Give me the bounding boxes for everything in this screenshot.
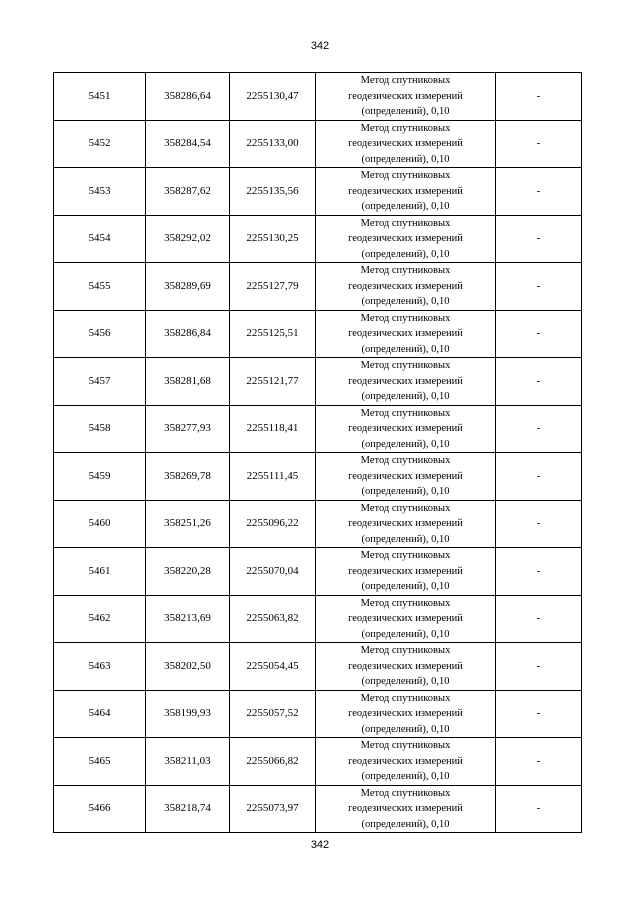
- table-row: [54, 690, 582, 738]
- y-coordinate-cell: 2255066,82: [230, 738, 316, 786]
- note-cell: -: [496, 358, 582, 406]
- method-line: (определений), 0,10: [361, 533, 450, 545]
- method-line: геодезических измерений: [348, 375, 463, 387]
- method-line: (определений), 0,10: [361, 391, 450, 402]
- method-line: геодезических измерений: [348, 423, 463, 434]
- point-number-cell: 5462: [54, 595, 146, 643]
- method-line: геодезических измерений: [348, 138, 463, 149]
- method-cell: [316, 785, 496, 833]
- x-coordinate-cell: 358218,74: [146, 785, 230, 833]
- method-cell: [316, 358, 496, 406]
- point-number-cell: 5466: [54, 785, 146, 833]
- table-row: [54, 548, 582, 596]
- note-cell: -: [496, 785, 582, 833]
- method-line: геодезических измерений: [348, 755, 463, 767]
- y-coordinate-cell: 2255118,41: [230, 405, 316, 453]
- method-line: Метод спутниковых: [360, 787, 451, 799]
- method-line: геодезических измерений: [348, 660, 463, 672]
- table-row: [54, 215, 582, 263]
- point-number-cell: 5455: [54, 263, 146, 311]
- note-cell: -: [496, 405, 582, 453]
- note-cell: -: [496, 310, 582, 358]
- method-line: геодезических измерений: [348, 708, 463, 719]
- y-coordinate-cell: 2255133,00: [230, 120, 316, 168]
- method-line: (определений), 0,10: [361, 818, 450, 830]
- method-cell: [316, 453, 496, 501]
- note-cell: -: [496, 73, 582, 121]
- point-number-cell: 5457: [54, 358, 146, 406]
- note-cell: -: [496, 263, 582, 311]
- y-coordinate-cell: 2255127,79: [230, 263, 316, 311]
- method-cell: [316, 405, 496, 453]
- x-coordinate-cell: 358269,78: [146, 453, 230, 501]
- method-line: (определений), 0,10: [361, 486, 450, 497]
- x-coordinate-cell: 358199,93: [146, 690, 230, 738]
- note-cell: -: [496, 643, 582, 691]
- point-number-cell: 5453: [54, 168, 146, 216]
- point-number-cell: 5464: [54, 690, 146, 738]
- method-line: геодезических измерений: [348, 565, 463, 577]
- table-row: [54, 595, 582, 643]
- method-line: Метод спутниковых: [360, 360, 451, 371]
- method-cell: [316, 500, 496, 548]
- coordinates-table: [53, 72, 582, 833]
- note-cell: -: [496, 453, 582, 501]
- table-row: [54, 500, 582, 548]
- method-line: геодезических измерений: [348, 518, 463, 529]
- method-line: (определений), 0,10: [361, 676, 450, 687]
- y-coordinate-cell: 2255111,45: [230, 453, 316, 501]
- method-line: Метод спутниковых: [360, 265, 451, 276]
- method-line: (определений), 0,10: [361, 248, 450, 260]
- table-row: [54, 358, 582, 406]
- y-coordinate-cell: 2255125,51: [230, 310, 316, 358]
- x-coordinate-cell: 358277,93: [146, 405, 230, 453]
- table-row: [54, 120, 582, 168]
- x-coordinate-cell: 358284,54: [146, 120, 230, 168]
- point-number-cell: 5454: [54, 215, 146, 263]
- method-line: Метод спутниковых: [360, 502, 451, 514]
- x-coordinate-cell: 358281,68: [146, 358, 230, 406]
- method-cell: [316, 73, 496, 121]
- y-coordinate-cell: 2255073,97: [230, 785, 316, 833]
- table-row: [54, 785, 582, 833]
- method-line: Метод спутниковых: [360, 170, 451, 181]
- table-row: [54, 453, 582, 501]
- method-cell: [316, 690, 496, 738]
- table-row: [54, 168, 582, 216]
- method-line: геодезических измерений: [348, 470, 463, 482]
- page-number-bottom: 342: [310, 839, 330, 851]
- method-cell: [316, 548, 496, 596]
- note-cell: -: [496, 690, 582, 738]
- y-coordinate-cell: 2255070,04: [230, 548, 316, 596]
- note-cell: -: [496, 548, 582, 596]
- point-number-cell: 5461: [54, 548, 146, 596]
- method-line: (определений), 0,10: [361, 343, 450, 355]
- method-cell: [316, 738, 496, 786]
- method-line: (определений), 0,10: [361, 438, 450, 450]
- x-coordinate-cell: 358220,28: [146, 548, 230, 596]
- note-cell: -: [496, 215, 582, 263]
- note-cell: -: [496, 500, 582, 548]
- x-coordinate-cell: 358251,26: [146, 500, 230, 548]
- method-line: геодезических измерений: [348, 803, 463, 814]
- method-line: Метод спутниковых: [360, 312, 451, 324]
- method-line: геодезических измерений: [348, 90, 463, 102]
- method-line: (определений), 0,10: [361, 581, 450, 592]
- table-body: [54, 73, 582, 833]
- page-number-top: 342: [310, 40, 330, 52]
- x-coordinate-cell: 358287,62: [146, 168, 230, 216]
- y-coordinate-cell: 2255063,82: [230, 595, 316, 643]
- method-line: Метод спутниковых: [360, 455, 451, 466]
- x-coordinate-cell: 358286,64: [146, 73, 230, 121]
- note-cell: -: [496, 120, 582, 168]
- method-line: Метод спутниковых: [360, 122, 451, 134]
- method-line: (определений), 0,10: [361, 106, 450, 117]
- method-line: геодезических измерений: [348, 185, 463, 197]
- method-line: (определений), 0,10: [361, 771, 450, 782]
- table-row: [54, 310, 582, 358]
- y-coordinate-cell: 2255130,47: [230, 73, 316, 121]
- x-coordinate-cell: 358289,69: [146, 263, 230, 311]
- method-line: (определений), 0,10: [361, 628, 450, 640]
- method-line: Метод спутниковых: [360, 75, 451, 86]
- point-number-cell: 5458: [54, 405, 146, 453]
- method-cell: [316, 215, 496, 263]
- table-row: [54, 263, 582, 311]
- x-coordinate-cell: 358292,02: [146, 215, 230, 263]
- method-cell: [316, 310, 496, 358]
- method-line: Метод спутниковых: [360, 217, 451, 229]
- note-cell: -: [496, 168, 582, 216]
- method-line: Метод спутниковых: [360, 597, 451, 609]
- method-line: геодезических измерений: [348, 280, 463, 292]
- method-cell: [316, 168, 496, 216]
- y-coordinate-cell: 2255121,77: [230, 358, 316, 406]
- x-coordinate-cell: 358211,03: [146, 738, 230, 786]
- point-number-cell: 5456: [54, 310, 146, 358]
- point-number-cell: 5459: [54, 453, 146, 501]
- x-coordinate-cell: 358286,84: [146, 310, 230, 358]
- method-cell: [316, 595, 496, 643]
- method-cell: [316, 643, 496, 691]
- method-line: Метод спутниковых: [360, 550, 451, 561]
- table-row: [54, 73, 582, 121]
- y-coordinate-cell: 2255130,25: [230, 215, 316, 263]
- point-number-cell: 5452: [54, 120, 146, 168]
- x-coordinate-cell: 358213,69: [146, 595, 230, 643]
- method-line: (определений), 0,10: [361, 723, 450, 735]
- method-line: геодезических измерений: [348, 613, 463, 624]
- note-cell: -: [496, 595, 582, 643]
- table-row: [54, 405, 582, 453]
- y-coordinate-cell: 2255135,56: [230, 168, 316, 216]
- y-coordinate-cell: 2255054,45: [230, 643, 316, 691]
- method-line: Метод спутниковых: [360, 740, 451, 751]
- point-number-cell: 5463: [54, 643, 146, 691]
- y-coordinate-cell: 2255096,22: [230, 500, 316, 548]
- point-number-cell: 5465: [54, 738, 146, 786]
- table-row: [54, 738, 582, 786]
- note-cell: -: [496, 738, 582, 786]
- y-coordinate-cell: 2255057,52: [230, 690, 316, 738]
- method-line: геодезических измерений: [348, 328, 463, 339]
- point-number-cell: 5460: [54, 500, 146, 548]
- method-line: (определений), 0,10: [361, 153, 450, 165]
- method-line: Метод спутниковых: [360, 407, 451, 419]
- method-cell: [316, 120, 496, 168]
- method-line: Метод спутниковых: [360, 645, 451, 656]
- method-line: (определений), 0,10: [361, 201, 450, 212]
- point-number-cell: 5451: [54, 73, 146, 121]
- method-line: (определений), 0,10: [361, 296, 450, 307]
- method-line: геодезических измерений: [348, 233, 463, 244]
- table-row: [54, 643, 582, 691]
- method-line: Метод спутниковых: [360, 692, 451, 704]
- method-cell: [316, 263, 496, 311]
- x-coordinate-cell: 358202,50: [146, 643, 230, 691]
